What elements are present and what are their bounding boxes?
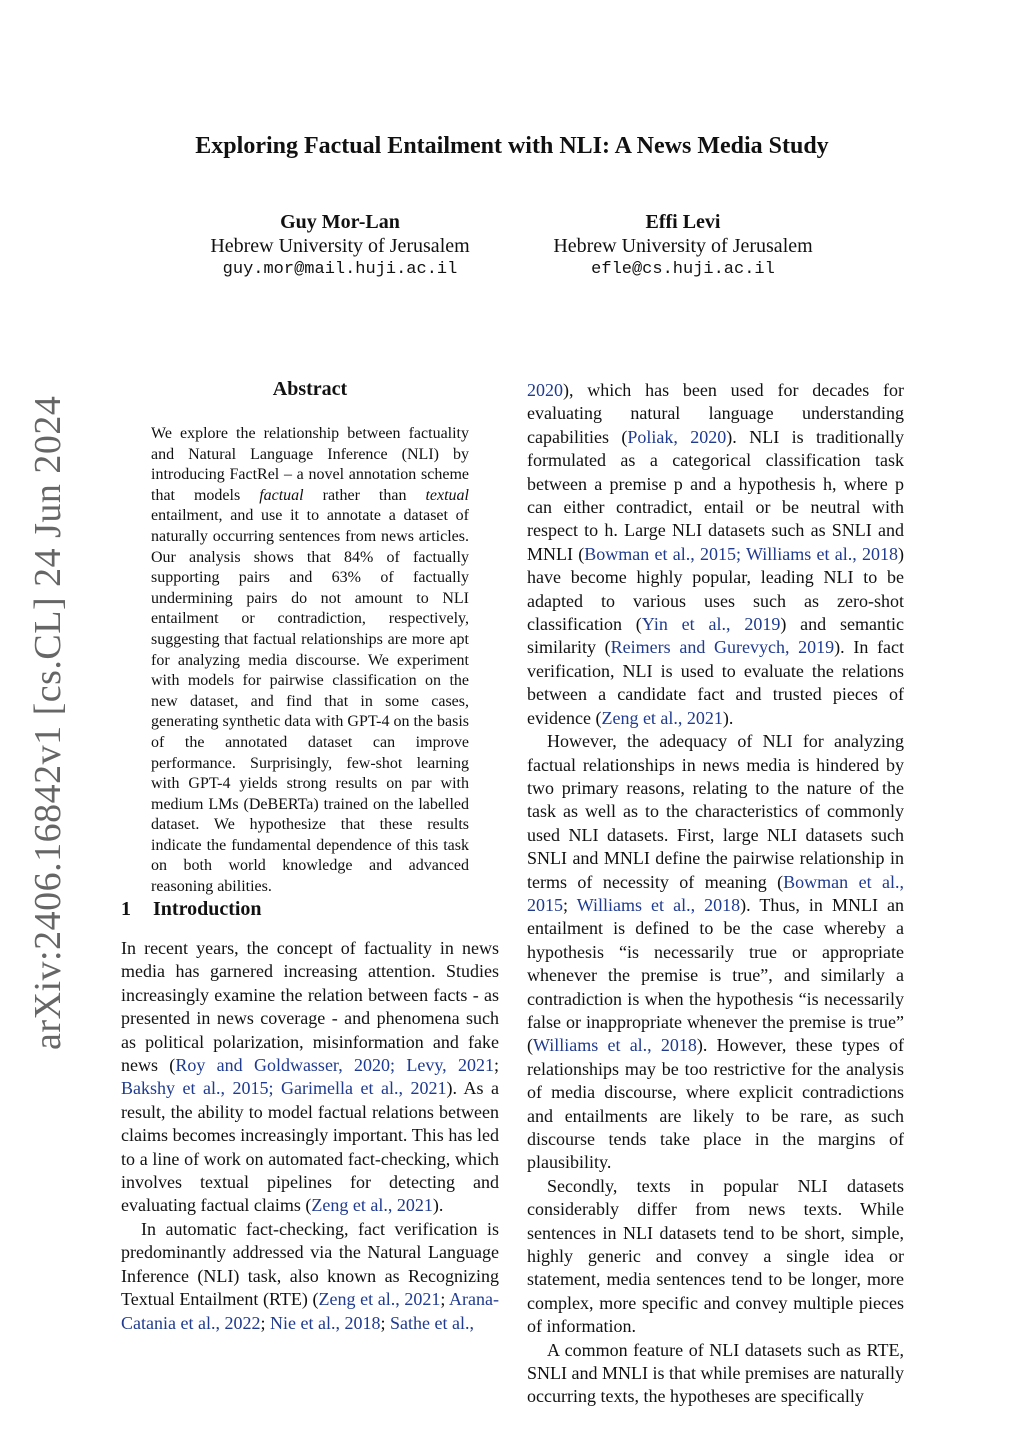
- paragraph: 2020), which has been used for decades for evaluating natural language understanding capabilities (Poliak, 2020). NLI is traditionally formulated as a categorical classification task between a premise p and a hypothesis h, where p can either contradict, entail or be neutral with respect to h. Large NLI datasets such as SNLI and MNLI (Bowman et al., 2015; Williams et al., 2018) have become highly popular, leading NLI to be adapted to various uses such as zero-shot classification (Yin et al., 2019) and semantic similarity (Reimers and Gurevych, 2019). In fact verification, NLI is used to evaluate the relations between a candidate fact and trusted pieces of evidence (Zeng et al., 2021).: [527, 380, 904, 728]
- paragraph: However, the adequacy of NLI for analyzing factual relationships in news media is hindered by two primary reasons, relating to the nature of the task as well as to the characteristics of commonly used NLI datasets. First, large NLI datasets such SNLI and MNLI define the pairwise relationship in terms of necessity of meaning (Bowman et al., 2015; Williams et al., 2018). Thus, in MNLI an entailment is defined to be the case whereby a hypothesis “is necessarily true or appropriate whenever the premise is true”, and similarly a contradiction is when the hypothesis “is necessarily false or inappropriate whenever the premise is true” (Williams et al., 2018). However, these types of relationships may be too restrictive for the analysis of media discourse, where explicit contradictions and entailments are likely to be rare, as such discourse tends take place in the margins of plausibility.: [527, 731, 904, 1173]
- arxiv-identifier: arXiv:2406.16842v1 [cs.CL] 24 Jun 2024: [27, 395, 69, 1050]
- author-name: Guy Mor-Lan: [280, 211, 400, 233]
- author-affiliation: Hebrew University of Jerusalem: [553, 235, 813, 257]
- citation-link[interactable]: 2020: [527, 380, 563, 400]
- author-name: Effi Levi: [645, 211, 721, 233]
- citation-link[interactable]: Zeng et al., 2021: [311, 1195, 433, 1216]
- paragraph: In automatic fact-checking, fact verification is predominantly addressed via the Natural Language Inference (NLI) task, also known as Recognizing Textual Entailment (RTE) (Zeng et al., 2021; Arana-Catania et al., 2022; Nie et al., 2018; Sathe et al.,: [121, 1218, 499, 1333]
- section-heading: 1 Introduction: [121, 898, 262, 920]
- citation-link[interactable]: Zeng et al., 2021: [318, 1289, 441, 1310]
- citation-link[interactable]: Sathe et al.,: [389, 1312, 474, 1333]
- citation-link[interactable]: Arana-Catania et al., 2022: [121, 1289, 499, 1333]
- paragraph: Secondly, texts in popular NLI datasets considerably differ from news texts. While sentences in NLI datasets tend to be short, simple, highly generic and convey a single idea or statement, media sentences tend to be longer, more complex, more specific and convey multiple pieces of information.: [527, 1175, 904, 1337]
- citation-link[interactable]: Poliak, 2020: [627, 426, 727, 447]
- citation-link[interactable]: Bowman et al., 2015; Williams et al., 2018: [584, 543, 898, 564]
- author-email: efle@cs.huji.ac.il: [591, 260, 775, 279]
- citation-link[interactable]: Yin et al., 2019: [641, 614, 781, 635]
- paragraph: In recent years, the concept of factuality in news media has garnered increasing attention. Studies increasingly examine the relation between facts - as presented in news coverage - and phenomena such as political polarization, misinformation and fake news (Roy and Goldwasser, 2020; Levy, 2021; Bakshy et al., 2015; Garimella et al., 2021). As a result, the ability to model factual relations between claims becomes increasingly important. This has led to a line of work on automated fact-checking, which involves textual pipelines for detecting and evaluating factual claims (Zeng et al., 2021).: [121, 938, 499, 1216]
- citation-link[interactable]: Reimers and Gurevych, 2019: [610, 637, 835, 658]
- left-column: [121, 937, 499, 1335]
- citation-link[interactable]: Roy and Goldwasser, 2020; Levy, 2021: [175, 1055, 494, 1076]
- author-block-2: [503, 210, 863, 282]
- author-email: guy.mor@mail.huji.ac.il: [222, 260, 458, 279]
- citation-link[interactable]: Bowman et al., 2015: [527, 871, 904, 915]
- citation-link[interactable]: Zeng et al., 2021: [601, 707, 723, 728]
- abstract-heading: Abstract: [272, 378, 348, 400]
- right-column: [527, 379, 904, 1409]
- citation-link[interactable]: Nie et al., 2018: [269, 1312, 381, 1333]
- paper-title: Exploring Factual Entailment with NLI: A News Media Study: [195, 133, 829, 159]
- author-block-1: [160, 210, 520, 282]
- citation-link[interactable]: Williams et al., 2018: [533, 1035, 697, 1056]
- paragraph: A common feature of NLI datasets such as RTE, SNLI and MNLI is that while premises are naturally occurring texts, the hypotheses are specifically: [527, 1339, 904, 1407]
- abstract-text: We explore the relationship between factuality and Natural Language Inference (NLI) by introducing FactRel – a novel annotation scheme that models factual rather than textual entailment, and use it to annotate a dataset of naturally occurring sentences from news articles. Our analysis shows that 84% of factually supporting pairs and 63% of factually undermining pairs do not amount to NLI entailment or contradiction, respectively, suggesting that factual relationships are more apt for analyzing media discourse. We experiment with models for pairwise classification on the new dataset, and find that in some cases, generating synthetic data with GPT-4 on the basis of the annotated dataset can improve performance. Surprisingly, few-shot learning with GPT-4 yields strong results on par with medium LMs (DeBERTa) trained on the labelled dataset. We hypothesize that these results indicate the fundamental dependence of this task on both world knowledge and advanced reasoning abilities.: [151, 425, 470, 896]
- author-affiliation: Hebrew University of Jerusalem: [210, 235, 470, 257]
- citation-link[interactable]: Williams et al., 2018: [576, 894, 741, 915]
- citation-link[interactable]: Bakshy et al., 2015; Garimella et al., 2021: [121, 1078, 447, 1099]
